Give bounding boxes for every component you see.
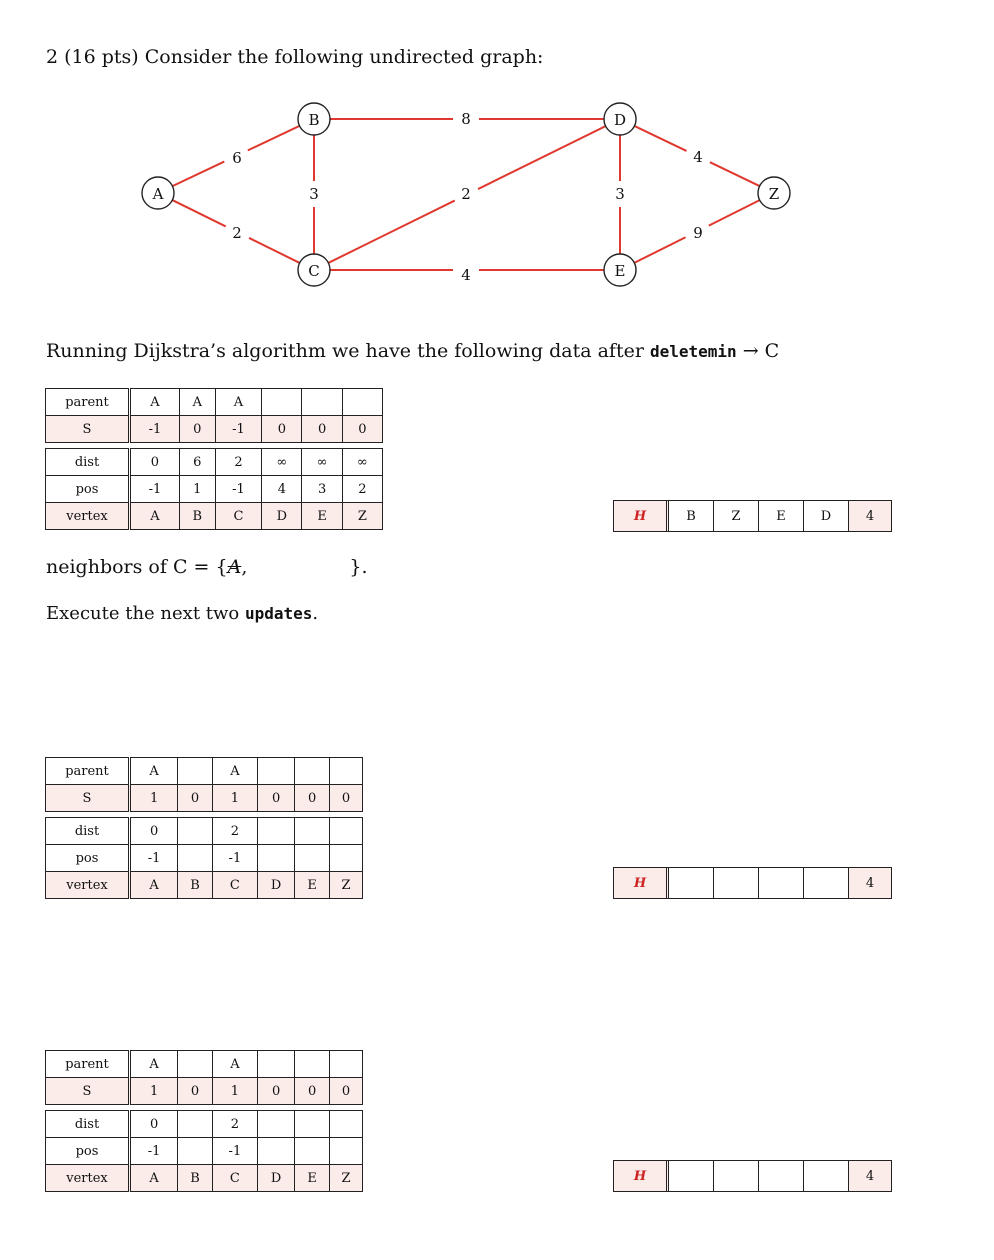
heap-cell[interactable] (759, 1161, 804, 1191)
execute-text (46, 603, 318, 624)
heap-cell[interactable] (669, 1161, 714, 1191)
label-vertex: vertex (46, 872, 130, 899)
cell: A (215, 389, 261, 416)
execute-prefix: Execute the next two (46, 603, 245, 624)
heap-cell: B (669, 501, 714, 531)
cell[interactable]: 2 (212, 818, 257, 845)
neighbors-prefix: neighbors of C = { (46, 556, 228, 578)
cell[interactable]: 1 (212, 1078, 257, 1105)
cell[interactable] (178, 1051, 213, 1078)
heap-cell: D (804, 501, 849, 531)
label-pos: pos (46, 845, 130, 872)
running-prefix: Running Dijkstra’s algorithm we have the following data after (46, 340, 650, 362)
cell[interactable]: 0 (178, 1078, 213, 1105)
row-s (46, 785, 363, 812)
cell[interactable] (257, 758, 295, 785)
label-parent: parent (46, 389, 130, 416)
cell[interactable]: 0 (295, 1078, 330, 1105)
graph-edge-C-D (478, 126, 606, 189)
state-table-1 (45, 388, 383, 530)
cell: 4 (262, 476, 302, 503)
execute-suffix: . (312, 603, 319, 624)
label-dist: dist (46, 818, 130, 845)
edge-weight-label: 9 (693, 224, 703, 242)
graph-node-B (298, 103, 330, 135)
cell: D (257, 872, 295, 899)
cell[interactable]: 0 (295, 785, 330, 812)
row-vertex (46, 872, 363, 899)
cell[interactable]: A (130, 1051, 178, 1078)
cell[interactable] (329, 818, 362, 845)
cell: -1 (130, 416, 180, 443)
graph-edge-A-C (172, 200, 225, 226)
cell: A (179, 389, 215, 416)
cell: C (212, 1165, 257, 1192)
graph-node-Z (758, 177, 790, 209)
cell[interactable] (257, 1051, 295, 1078)
cell[interactable] (329, 1051, 362, 1078)
cell[interactable]: 0 (329, 785, 362, 812)
running-text (46, 340, 779, 362)
edge-weight-label: 3 (309, 185, 319, 203)
cell[interactable] (329, 758, 362, 785)
state-table-3 (45, 1050, 363, 1192)
cell: B (179, 503, 215, 530)
neighbors-comma: , (241, 556, 248, 578)
cell: 0 (130, 449, 180, 476)
cell[interactable] (329, 845, 362, 872)
updates-code: updates (244, 604, 313, 623)
graph-edge-E-Z (634, 237, 685, 263)
cell: 2 (215, 449, 261, 476)
graph-node-C (298, 254, 330, 286)
edge-weight-label: 4 (693, 148, 703, 166)
heap-cell[interactable] (669, 868, 714, 898)
label-s: S (46, 416, 130, 443)
heap-cell[interactable] (714, 1161, 759, 1191)
graph-edge-D-Z (710, 162, 760, 186)
cell[interactable]: 0 (257, 1078, 295, 1105)
cell[interactable] (257, 845, 295, 872)
cell (342, 389, 382, 416)
cell[interactable] (178, 1138, 213, 1165)
cell[interactable]: 1 (130, 1078, 178, 1105)
cell: A (130, 872, 178, 899)
cell[interactable] (178, 758, 213, 785)
row-parent (46, 758, 363, 785)
cell[interactable] (295, 1111, 330, 1138)
node-label: B (308, 111, 320, 129)
graph-edge-C-D (328, 201, 454, 263)
struck-neighbor: A (227, 556, 242, 578)
label-parent: parent (46, 758, 130, 785)
question-title: 2 (16 pts) Consider the following undirected graph: (46, 46, 544, 68)
cell[interactable] (178, 818, 213, 845)
graph-edge-A-C (249, 238, 300, 263)
cell[interactable]: -1 (130, 1138, 178, 1165)
cell: D (262, 503, 302, 530)
cell: 2 (342, 476, 382, 503)
cell: -1 (215, 476, 261, 503)
cell[interactable]: 1 (130, 785, 178, 812)
cell[interactable]: A (212, 758, 257, 785)
cell: Z (342, 503, 382, 530)
node-label: E (614, 262, 626, 280)
cell[interactable]: 0 (329, 1078, 362, 1105)
cell (262, 389, 302, 416)
cell: Z (329, 1165, 362, 1192)
cell[interactable]: 0 (178, 785, 213, 812)
edge-weight-label: 4 (461, 266, 471, 284)
heap-cell[interactable] (804, 868, 849, 898)
graph-node-D (604, 103, 636, 135)
cell: Z (329, 872, 362, 899)
heap-1 (613, 500, 892, 532)
cell[interactable]: 1 (212, 785, 257, 812)
label-vertex: vertex (46, 1165, 130, 1192)
label-pos: pos (46, 476, 130, 503)
edge-weight-label: 2 (232, 224, 242, 242)
cell[interactable] (257, 1138, 295, 1165)
edge-weight-label: 3 (615, 185, 625, 203)
cell[interactable]: -1 (130, 845, 178, 872)
cell: B (178, 1165, 213, 1192)
cell[interactable] (329, 1111, 362, 1138)
heap-size: 4 (849, 868, 891, 898)
deletemin-code: deletemin (649, 342, 737, 361)
cell: 6 (179, 449, 215, 476)
row-parent (46, 389, 383, 416)
row-vertex (46, 1165, 363, 1192)
label-pos: pos (46, 1138, 130, 1165)
heap-cell[interactable] (714, 868, 759, 898)
heap-label: H (614, 868, 669, 898)
cell: 0 (262, 416, 302, 443)
cell[interactable] (295, 845, 330, 872)
heap-3 (613, 1160, 892, 1192)
heap-2 (613, 867, 892, 899)
label-s: S (46, 1078, 130, 1105)
cell[interactable]: -1 (212, 845, 257, 872)
graph-edge-A-B (248, 126, 300, 151)
cell: E (295, 872, 330, 899)
cell: A (130, 503, 180, 530)
cell: A (130, 1165, 178, 1192)
label-vertex: vertex (46, 503, 130, 530)
cell: B (178, 872, 213, 899)
cell[interactable] (295, 1138, 330, 1165)
row-pos (46, 476, 383, 503)
heap-label: H (614, 501, 669, 531)
cell: E (295, 1165, 330, 1192)
edge-weight-label: 6 (232, 149, 242, 167)
cell: 0 (179, 416, 215, 443)
cell[interactable] (178, 845, 213, 872)
cell: ∞ (302, 449, 342, 476)
row-pos (46, 845, 363, 872)
cell[interactable] (329, 1138, 362, 1165)
cell: ∞ (262, 449, 302, 476)
cell[interactable]: -1 (212, 1138, 257, 1165)
cell: ∞ (342, 449, 382, 476)
cell[interactable] (295, 758, 330, 785)
state-table-2 (45, 757, 363, 899)
row-s (46, 416, 383, 443)
row-dist (46, 818, 363, 845)
graph-edge-A-B (172, 162, 224, 187)
row-parent (46, 1051, 363, 1078)
row-s (46, 1078, 363, 1105)
running-suffix: → C (736, 340, 780, 362)
node-label: Z (768, 185, 780, 203)
cell: 0 (342, 416, 382, 443)
node-label: D (613, 111, 627, 129)
heap-size: 4 (849, 1161, 891, 1191)
heap-cell: E (759, 501, 804, 531)
cell[interactable] (295, 1051, 330, 1078)
cell: 0 (302, 416, 342, 443)
graph-edge-D-Z (634, 126, 686, 151)
cell[interactable]: A (212, 1051, 257, 1078)
cell: A (130, 389, 180, 416)
cell[interactable]: 2 (212, 1111, 257, 1138)
heap-cell: Z (714, 501, 759, 531)
graph-node-E (604, 254, 636, 286)
heap-label: H (614, 1161, 669, 1191)
cell: D (257, 1165, 295, 1192)
cell: C (212, 872, 257, 899)
cell (302, 389, 342, 416)
label-dist: dist (46, 449, 130, 476)
cell[interactable]: 0 (130, 1111, 178, 1138)
neighbors-line (46, 556, 368, 578)
label-parent: parent (46, 1051, 130, 1078)
node-label: A (152, 185, 164, 203)
cell[interactable]: 0 (130, 818, 178, 845)
graph-diagram (0, 0, 994, 330)
cell[interactable]: A (130, 758, 178, 785)
label-s: S (46, 785, 130, 812)
cell: C (215, 503, 261, 530)
edge-weight-label: 8 (461, 110, 471, 128)
graph-edges (172, 110, 759, 284)
edge-weight-label: 2 (461, 185, 471, 203)
cell[interactable] (257, 818, 295, 845)
cell: E (302, 503, 342, 530)
cell: -1 (130, 476, 180, 503)
graph-edge-E-Z (709, 200, 760, 225)
cell[interactable] (295, 818, 330, 845)
row-pos (46, 1138, 363, 1165)
graph-node-A (142, 177, 174, 209)
cell[interactable]: 0 (257, 785, 295, 812)
cell: 3 (302, 476, 342, 503)
row-dist (46, 449, 383, 476)
heap-cell[interactable] (804, 1161, 849, 1191)
cell[interactable] (257, 1111, 295, 1138)
neighbors-close: }. (349, 556, 368, 578)
row-vertex (46, 503, 383, 530)
cell[interactable] (178, 1111, 213, 1138)
heap-cell[interactable] (759, 868, 804, 898)
cell: 1 (179, 476, 215, 503)
row-dist (46, 1111, 363, 1138)
node-label: C (308, 262, 320, 280)
heap-size: 4 (849, 501, 891, 531)
label-dist: dist (46, 1111, 130, 1138)
cell: -1 (215, 416, 261, 443)
